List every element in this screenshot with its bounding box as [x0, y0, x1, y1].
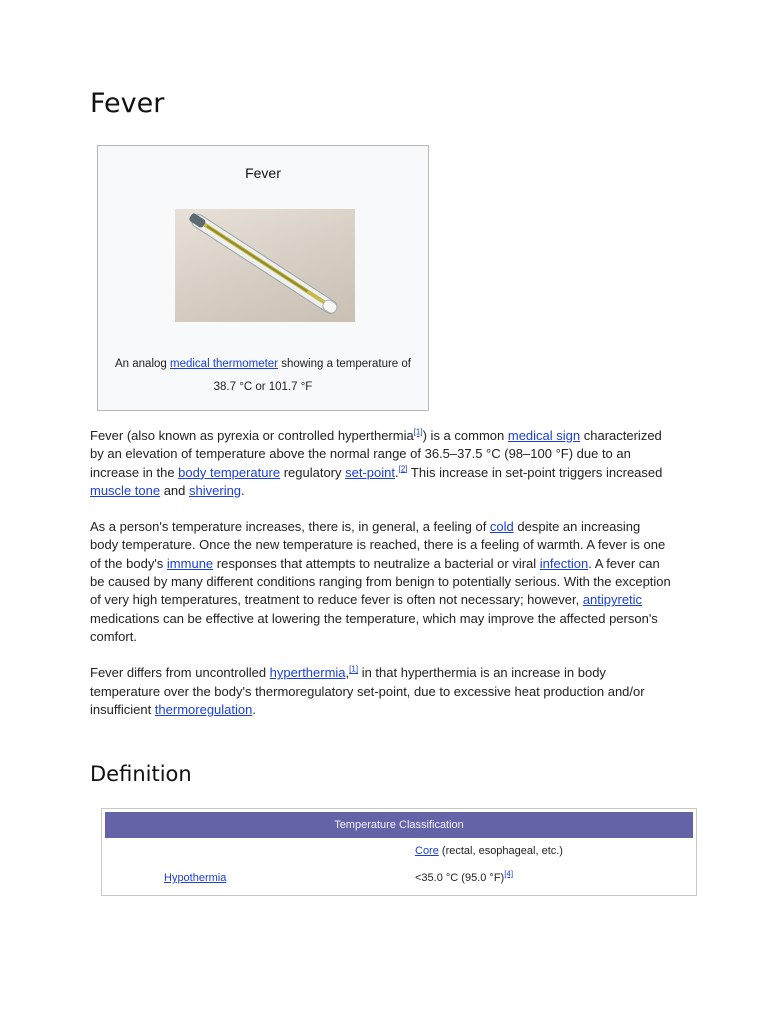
thermometer-illustration [175, 209, 355, 322]
section-heading-definition: Definition [90, 762, 192, 786]
medical-sign-link[interactable]: medical sign [507, 428, 581, 443]
caption-text: An analog [115, 358, 170, 370]
text: . [241, 482, 245, 498]
text: Fever differs from uncontrolled [90, 665, 270, 681]
caption-text: showing a temperature of 38.7 °C or 101.7 °F [213, 358, 411, 393]
core-link[interactable]: Core [415, 845, 439, 857]
citation-1-link[interactable]: [1] [349, 664, 359, 674]
table-cell [164, 872, 226, 884]
infobox-caption [106, 353, 420, 399]
thermoregulation-link[interactable]: thermoregulation [154, 701, 253, 717]
hypothermia-link[interactable]: Hypothermia [164, 872, 227, 884]
text: regulatory [280, 464, 346, 480]
set-point-link[interactable]: set-point [345, 464, 395, 480]
paragraph-intro [90, 427, 672, 500]
table-cell [415, 845, 563, 857]
cold-link[interactable]: cold [489, 519, 514, 535]
temperature-classification-table [101, 808, 697, 896]
immune-link[interactable]: immune [166, 555, 214, 571]
text: ) is a common [422, 428, 508, 443]
citation-1-link[interactable]: [1] [413, 427, 423, 437]
table-header: Temperature Classification [105, 812, 693, 838]
text: (rectal, esophageal, etc.) [438, 845, 563, 857]
text: in that hyperthermia is an increase in body temperature over the body's thermoregulatory set-point, due to excessive heat production and/or insufficient [90, 665, 645, 717]
text: characterized by an elevation of temperature above the normal range of 36.5–37.5 °C (98–100 °F) due to an increase in the [90, 428, 662, 480]
text: responses that attempts to neutralize a bacterial or viral [213, 555, 540, 571]
antipyretic-link[interactable]: antipyretic [582, 592, 643, 608]
thermometer-image[interactable] [175, 209, 355, 322]
infobox-title: Fever [245, 165, 281, 181]
hyperthermia-link[interactable]: hyperthermia [269, 665, 346, 681]
table-row [105, 865, 693, 892]
text: <35.0 °C (95.0 °F) [415, 872, 505, 884]
text: and [160, 482, 190, 498]
text: This increase in set-point triggers increased [407, 464, 663, 480]
infobox [97, 145, 429, 411]
text: Fever (also known as pyrexia or controlled hyperthermia [90, 428, 414, 443]
table-cell [415, 869, 514, 884]
body-temperature-link[interactable]: body temperature [178, 464, 281, 480]
muscle-tone-link[interactable]: muscle tone [90, 482, 161, 498]
article-body [90, 427, 672, 737]
medical-thermometer-link[interactable]: medical thermometer [170, 358, 279, 370]
text: medications can be effective at lowering the temperature, which may improve the affected person's comfort. [90, 610, 658, 644]
text: , [345, 665, 350, 681]
paragraph-hyperthermia [90, 664, 672, 719]
text: As a person's temperature increases, there is, in general, a feeling of [90, 519, 490, 535]
page-title: Fever [90, 88, 165, 119]
text: . [252, 701, 256, 717]
shivering-link[interactable]: shivering [189, 482, 242, 498]
infection-link[interactable]: infection [539, 555, 589, 571]
text: . [395, 464, 399, 480]
text: . A fever can be caused by many different conditions ranging from benign to potentially serious. With the exception of very high temperatures, treatment to reduce fever is often not necessary; however, [90, 555, 671, 608]
text: despite an increasing body temperature. Once the new temperature is reached, there is a feeling of warmth. A fever is one of the body's [90, 519, 666, 571]
paragraph-symptoms [90, 518, 672, 646]
table-row [105, 838, 693, 865]
citation-2-link[interactable]: [2] [398, 464, 408, 474]
citation-4-link[interactable]: [4] [504, 869, 514, 879]
